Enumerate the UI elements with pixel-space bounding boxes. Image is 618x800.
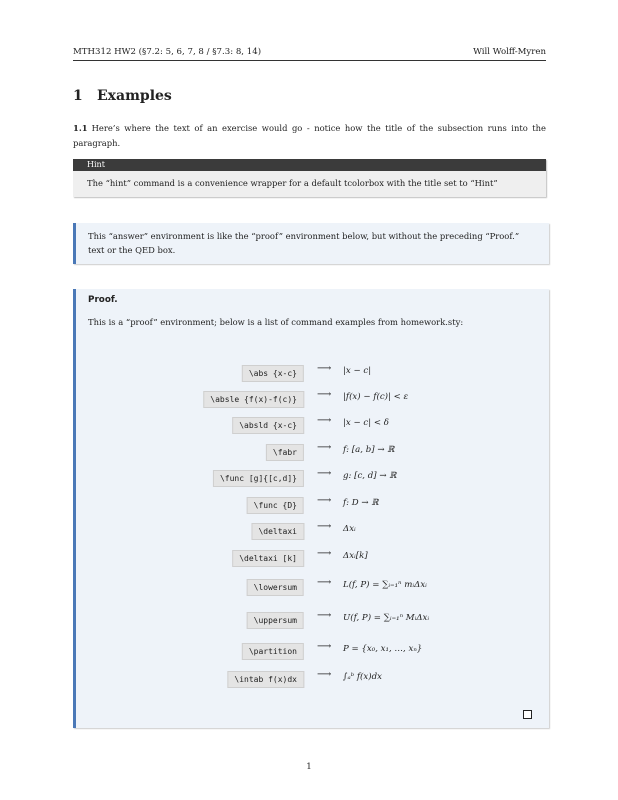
maps-to-arrow: ⟶ bbox=[317, 577, 332, 588]
maps-to-arrow: ⟶ bbox=[317, 442, 332, 453]
command-code: \intab f(x)dx bbox=[227, 671, 304, 688]
header-author: Will Wolff-Myren bbox=[473, 47, 546, 57]
maps-to-arrow: ⟶ bbox=[317, 548, 332, 559]
command-code: \absle {f(x)-f(c)} bbox=[203, 391, 304, 408]
maps-to-arrow: ⟶ bbox=[317, 521, 332, 532]
qed-box-icon bbox=[523, 710, 532, 719]
maps-to-arrow: ⟶ bbox=[317, 669, 332, 680]
hint-body: The “hint” command is a convenience wrapper for a default tcolorbox with the title set to “Hint” bbox=[87, 178, 498, 188]
section-heading bbox=[73, 88, 172, 104]
command-result: L(f, P) = ∑ᵢ₌₁ⁿ mᵢΔxᵢ bbox=[343, 580, 427, 590]
command-result: |x − c| < δ bbox=[343, 418, 389, 428]
header-course-info: MTH312 HW2 (§7.2: 5, 6, 7, 8 / §7.3: 8, 14) bbox=[73, 47, 262, 57]
page-header bbox=[73, 46, 546, 61]
command-code: \lowersum bbox=[247, 579, 304, 596]
proof-box bbox=[73, 289, 549, 728]
command-code: \deltaxi bbox=[251, 523, 304, 540]
hint-box bbox=[73, 159, 546, 197]
section-number: 1 bbox=[73, 88, 83, 104]
command-code: \fabr bbox=[266, 444, 304, 461]
exercise-text: Here’s where the text of an exercise would go - notice how the title of the subsection runs into the paragraph. bbox=[73, 123, 546, 148]
command-code: \func {D} bbox=[247, 497, 304, 514]
exercise-paragraph bbox=[73, 121, 546, 151]
command-code: \func [g]{[c,d]} bbox=[213, 470, 304, 487]
section-title: Examples bbox=[97, 88, 172, 104]
command-code: \uppersum bbox=[247, 612, 304, 629]
command-code: \partition bbox=[242, 643, 304, 660]
command-code: \deltaxi [k] bbox=[232, 550, 304, 567]
command-result: Δxᵢ[k] bbox=[343, 551, 368, 561]
maps-to-arrow: ⟶ bbox=[317, 641, 332, 652]
command-result: |x − c| bbox=[343, 366, 372, 376]
exercise-label: 1.1 bbox=[73, 123, 88, 133]
proof-intro: This is a “proof” environment; below is a list of command examples from homework.sty: bbox=[88, 317, 464, 327]
command-result: g: [c, d] → ℝ bbox=[343, 471, 397, 481]
maps-to-arrow: ⟶ bbox=[317, 610, 332, 621]
command-result: |f(x) − f(c)| < ε bbox=[343, 392, 409, 402]
hint-title: Hint bbox=[73, 159, 546, 171]
maps-to-arrow: ⟶ bbox=[317, 415, 332, 426]
command-result: P = {x₀, x₁, …, xₙ} bbox=[343, 644, 423, 654]
answer-body: This “answer” environment is like the “proof” environment below, but without the preceding “Proof.” text or the QED box. bbox=[88, 231, 520, 255]
maps-to-arrow: ⟶ bbox=[317, 389, 332, 400]
page-number: 1 bbox=[306, 762, 312, 772]
answer-box bbox=[73, 223, 549, 264]
maps-to-arrow: ⟶ bbox=[317, 468, 332, 479]
command-result: ∫ₐᵇ f(x)dx bbox=[343, 672, 382, 682]
maps-to-arrow: ⟶ bbox=[317, 495, 332, 506]
command-code: \absld {x-c} bbox=[232, 417, 304, 434]
maps-to-arrow: ⟶ bbox=[317, 363, 332, 374]
command-result: f: [a, b] → ℝ bbox=[343, 445, 395, 455]
command-result: U(f, P) = ∑ᵢ₌₁ⁿ MᵢΔxᵢ bbox=[343, 613, 430, 623]
command-result: Δxᵢ bbox=[343, 524, 356, 534]
proof-title: Proof. bbox=[88, 295, 118, 305]
command-result: f: D → ℝ bbox=[343, 498, 379, 508]
command-code: \abs {x-c} bbox=[242, 365, 304, 382]
